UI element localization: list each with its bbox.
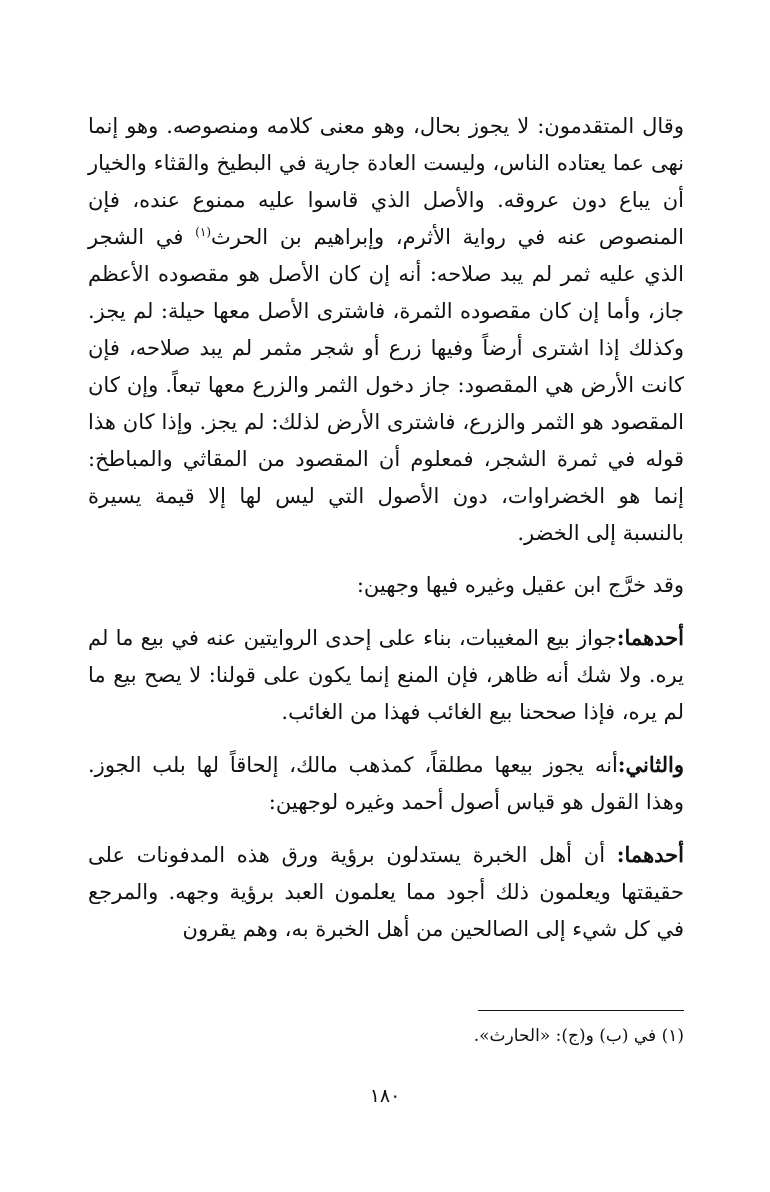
paragraph-3-text: جواز بيع المغيبات، بناء على إحدى الروايتين عنه في بيع ما لم يره. ولا شك أنه ظاهر، فإن المنع إنما يكون على قولنا: لا يصح بيع ما لم يره، فإذا صححنا بيع الغائب فهذا من الغائب.: [88, 626, 684, 724]
paragraph-5-text: أن أهل الخبرة يستدلون برؤية ورق هذه المدفونات على حقيقتها ويعلمون ذلك أجود مما يعلمون العبد برؤية وجهه. والمرجع في كل شيء إلى الصالحين من أهل الخبرة به، وهم يقرون: [88, 843, 684, 941]
paragraph-4: [88, 746, 684, 821]
paragraph-gap: [88, 604, 684, 619]
paragraph-gap: [88, 552, 684, 567]
paragraph-1-part-b: في الشجر الذي عليه ثمر لم يبد صلاحه: أنه إن كان الأصل هو مقصوده الأعظم جاز، وأما إن كان مقصوده الثمرة، فاشترى الأصل معها حيلة: لم يجز. وكذلك إذا اشترى أرضاً وفيها زرع أو شجر مثمر لم يبد صلاحه، فإن كانت الأرض هي المقصود: جاز دخول الثمر والزرع معها تبعاً. وإن كان المقصود هو الثمر والزرع، فاشترى الأرض لذلك: لم يجز. وإذا كان هذا قوله في ثمرة الشجر، فمعلوم أن المقصود من المقاثي والمباطخ: إنما هو الخضراوات، دون الأصول التي ليس لها إلا قيمة يسيرة بالنسبة إلى الخضر.: [88, 225, 684, 545]
paragraph-4-term: والثاني:: [617, 752, 684, 777]
paragraph-3-term: أحدهما:: [616, 625, 684, 650]
paragraph-1: [88, 108, 684, 552]
footnote-reference: (١): [195, 225, 211, 239]
paragraph-3: [88, 619, 684, 731]
footnote: (١) في (ب) و(ج): «الحارث».: [473, 1026, 684, 1046]
page-number: ١٨٠: [369, 1085, 401, 1107]
paragraph-5: [88, 836, 684, 948]
paragraph-gap: [88, 731, 684, 746]
footnote-separator: [478, 1010, 684, 1011]
paragraph-4-text: أنه يجوز بيعها مطلقاً، كمذهب مالك، إلحاقاً لها بلب الجوز. وهذا القول هو قياس أصول أحمد وغيره لوجهين:: [88, 753, 684, 814]
paragraph-5-term: أحدهما:: [616, 842, 684, 867]
paragraph-gap: [88, 821, 684, 836]
paragraph-2: [88, 567, 684, 604]
paragraph-1-part-a: وقال المتقدمون: لا يجوز بحال، وهو معنى كلامه ومنصوصه. وهو إنما نهى عما يعتاده الناس، وليست العادة جارية في البطيخ والقثاء والخيار أن يباع دون عروقه. والأصل الذي قاسوا عليه ممنوع عنده، فإن المنصوص عنه في رواية الأثرم، وإبراهيم بن الحرث: [88, 114, 684, 249]
paragraph-2-text: وقد خرَّج ابن عقيل وغيره فيها وجهين:: [356, 573, 684, 597]
main-text: [88, 108, 684, 948]
